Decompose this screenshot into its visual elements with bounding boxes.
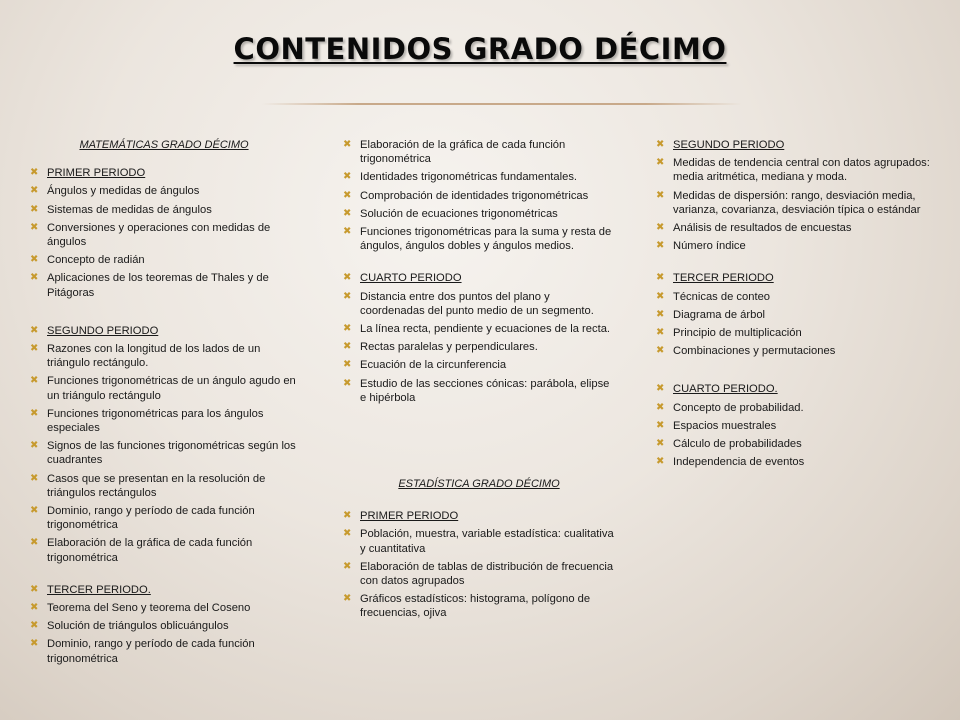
x-mark-icon: ✖ xyxy=(30,254,39,266)
period-heading: CUARTO PERIODO. xyxy=(673,383,778,396)
x-mark-icon: ✖ xyxy=(343,207,352,219)
list-item xyxy=(30,203,298,217)
list-item xyxy=(343,290,615,318)
list-item xyxy=(30,166,298,180)
item-text: La línea recta, pendiente y ecuaciones de la recta. xyxy=(360,323,611,336)
item-text: Identidades trigonométricas fundamentales. xyxy=(360,171,578,184)
x-mark-icon: ✖ xyxy=(30,472,39,484)
x-mark-icon: ✖ xyxy=(30,185,39,197)
x-mark-icon: ✖ xyxy=(30,440,39,452)
list-item xyxy=(343,592,615,620)
item-text: Principio de multiplicación xyxy=(673,327,802,340)
item-text: Aplicaciones de los teoremas de Thales y de Pitágoras xyxy=(47,272,269,299)
list-item xyxy=(343,509,615,523)
item-text: Combinaciones y permutaciones xyxy=(673,345,836,358)
item-text: Razones con la longitud de los lados de un triángulo rectángulo. xyxy=(47,343,261,370)
item-text: Independencia de eventos xyxy=(673,456,805,469)
list-item xyxy=(343,170,615,184)
x-mark-icon: ✖ xyxy=(30,537,39,549)
x-mark-icon: ✖ xyxy=(30,505,39,517)
x-mark-icon: ✖ xyxy=(656,189,665,201)
list-item xyxy=(656,401,934,415)
list-item xyxy=(343,560,615,588)
x-mark-icon: ✖ xyxy=(30,324,39,336)
list-item xyxy=(30,619,298,633)
item-text: Cálculo de probabilidades xyxy=(673,438,802,451)
x-mark-icon: ✖ xyxy=(343,171,352,183)
x-mark-icon: ✖ xyxy=(656,272,665,284)
list-item xyxy=(343,527,615,555)
list-item xyxy=(30,374,298,402)
item-text: Gráficos estadísticos: histograma, polígono de frecuencias, ojiva xyxy=(360,593,591,620)
list-item xyxy=(343,377,615,405)
item-text: Funciones trigonométricas de un ángulo agudo en un triángulo rectángulo xyxy=(47,375,296,402)
x-mark-icon: ✖ xyxy=(343,528,352,540)
item-text: Espacios muestrales xyxy=(673,419,777,432)
x-mark-icon: ✖ xyxy=(30,407,39,419)
x-mark-icon: ✖ xyxy=(656,419,665,431)
list-item xyxy=(656,382,934,396)
section-heading-matematicas: MATEMÁTICAS GRADO DÉCIMO xyxy=(79,139,249,151)
item-text: Análisis de resultados de encuestas xyxy=(673,222,852,235)
item-text: Rectas paralelas y perpendiculares. xyxy=(360,341,538,354)
item-text: Técnicas de conteo xyxy=(673,290,771,303)
item-text: Ángulos y medidas de ángulos xyxy=(47,185,200,198)
item-text: Ecuación de la circunferencia xyxy=(360,359,507,372)
period-heading: TERCER PERIODO. xyxy=(47,583,151,596)
item-text: Solución de triángulos oblicuángulos xyxy=(47,620,229,633)
item-text: Comprobación de identidades trigonométricas xyxy=(360,189,589,202)
list-item xyxy=(30,324,298,338)
list-item xyxy=(30,601,298,615)
x-mark-icon: ✖ xyxy=(656,139,665,150)
item-text: Concepto de radián xyxy=(47,254,145,267)
x-mark-icon: ✖ xyxy=(343,377,352,389)
x-mark-icon: ✖ xyxy=(30,620,39,632)
list-item xyxy=(30,407,298,435)
list-item xyxy=(656,437,934,451)
x-mark-icon: ✖ xyxy=(30,602,39,614)
x-mark-icon: ✖ xyxy=(343,341,352,353)
x-mark-icon: ✖ xyxy=(656,327,665,339)
list-item xyxy=(343,189,615,203)
x-mark-icon: ✖ xyxy=(30,343,39,355)
x-mark-icon: ✖ xyxy=(30,375,39,387)
item-text: Concepto de probabilidad. xyxy=(673,401,804,414)
x-mark-icon: ✖ xyxy=(343,189,352,201)
list-item xyxy=(30,253,298,267)
item-text: Elaboración de tablas de distribución de frecuencia con datos agrupados xyxy=(360,560,614,588)
x-mark-icon: ✖ xyxy=(343,560,352,572)
item-text: Conversiones y operaciones con medidas de ángulos xyxy=(47,221,271,249)
x-mark-icon: ✖ xyxy=(343,272,352,284)
item-text: Teorema del Seno y teorema del Coseno xyxy=(47,602,251,615)
x-mark-icon: ✖ xyxy=(343,226,352,238)
item-text: Funciones trigonométricas para los ángulos especiales xyxy=(47,407,264,435)
list-item xyxy=(656,271,934,285)
list-item xyxy=(656,344,934,358)
x-mark-icon: ✖ xyxy=(656,222,665,234)
period-heading: SEGUNDO PERIODO xyxy=(673,139,785,151)
x-mark-icon: ✖ xyxy=(656,308,665,320)
x-mark-icon: ✖ xyxy=(30,203,39,215)
item-text: Diagrama de árbol xyxy=(673,308,766,321)
list-item xyxy=(30,583,298,597)
list-item xyxy=(30,439,298,467)
item-text: Distancia entre dos puntos del plano y coordenadas del punto medio de un segmento. xyxy=(360,290,594,317)
x-mark-icon: ✖ xyxy=(656,383,665,395)
x-mark-icon: ✖ xyxy=(656,345,665,357)
item-text: Solución de ecuaciones trigonométricas xyxy=(360,207,558,220)
list-item xyxy=(30,536,298,564)
item-text: Funciones trigonométricas para la suma y resta de ángulos, ángulos dobles y ángulos medios. xyxy=(360,226,612,253)
x-mark-icon: ✖ xyxy=(656,438,665,450)
item-text: Población, muestra, variable estadística: cualitativa y cuantitativa xyxy=(360,528,614,555)
item-text: Número índice xyxy=(673,240,746,253)
x-mark-icon: ✖ xyxy=(343,593,352,605)
list-item xyxy=(656,239,934,253)
item-text: Signos de las funciones trigonométricas según los cuadrantes xyxy=(47,440,296,467)
list-item xyxy=(343,271,615,285)
period-heading: CUARTO PERIODO xyxy=(360,272,462,285)
list-item xyxy=(30,271,298,299)
divider xyxy=(262,103,742,105)
x-mark-icon: ✖ xyxy=(30,583,39,595)
period-heading: PRIMER PERIODO xyxy=(360,510,459,523)
x-mark-icon: ✖ xyxy=(30,272,39,284)
item-text: Dominio, rango y período de cada función trigonométrica xyxy=(47,638,255,665)
period-heading: TERCER PERIODO xyxy=(673,272,774,285)
list-item xyxy=(30,504,298,532)
list-item xyxy=(343,138,615,166)
list-item xyxy=(30,221,298,249)
list-item xyxy=(656,189,934,217)
column-estadistica xyxy=(656,138,934,473)
list-item xyxy=(343,207,615,221)
x-mark-icon: ✖ xyxy=(30,221,39,233)
list-item xyxy=(656,308,934,322)
x-mark-icon: ✖ xyxy=(656,240,665,252)
item-text: Estudio de las secciones cónicas: parábola, elipse e hipérbola xyxy=(360,377,610,404)
x-mark-icon: ✖ xyxy=(343,290,352,302)
item-text: Sistemas de medidas de ángulos xyxy=(47,203,212,216)
list-item xyxy=(343,322,615,336)
list-item xyxy=(656,455,934,469)
list-item xyxy=(343,358,615,372)
x-mark-icon: ✖ xyxy=(656,290,665,302)
x-mark-icon: ✖ xyxy=(343,359,352,371)
list-item xyxy=(30,184,298,198)
item-text: Medidas de dispersión: rango, desviación media, varianza, covarianza, desviación típica o estándar xyxy=(673,189,921,216)
list-item xyxy=(30,637,298,665)
list-item xyxy=(656,156,934,184)
period-heading: SEGUNDO PERIODO xyxy=(47,324,159,337)
x-mark-icon: ✖ xyxy=(343,139,352,150)
x-mark-icon: ✖ xyxy=(656,456,665,468)
page-title: CONTENIDOS GRADO DÉCIMO xyxy=(233,32,727,66)
x-mark-icon: ✖ xyxy=(656,401,665,413)
item-text: Elaboración de la gráfica de cada función trigonométrica xyxy=(360,139,566,166)
list-item xyxy=(343,225,615,253)
list-item xyxy=(656,326,934,340)
column-matematicas-2 xyxy=(343,138,615,625)
x-mark-icon: ✖ xyxy=(656,157,665,169)
list-item xyxy=(656,138,934,152)
x-mark-icon: ✖ xyxy=(343,510,352,522)
list-item xyxy=(343,340,615,354)
x-mark-icon: ✖ xyxy=(30,167,39,179)
section-heading-estadistica: ESTADÍSTICA GRADO DÉCIMO xyxy=(398,478,560,491)
period-heading: PRIMER PERIODO xyxy=(47,167,146,180)
column-matematicas-1 xyxy=(30,138,298,670)
list-item xyxy=(656,290,934,304)
item-text: Dominio, rango y período de cada función trigonométrica xyxy=(47,505,255,532)
x-mark-icon: ✖ xyxy=(343,323,352,335)
x-mark-icon: ✖ xyxy=(30,638,39,650)
list-item xyxy=(30,342,298,370)
list-item xyxy=(656,419,934,433)
list-item xyxy=(30,472,298,500)
item-text: Medidas de tendencia central con datos agrupados: media aritmética, mediana y moda. xyxy=(673,157,930,184)
item-text: Elaboración de la gráfica de cada función trigonométrica xyxy=(47,537,253,564)
list-item xyxy=(656,221,934,235)
item-text: Casos que se presentan en la resolución de triángulos rectángulos xyxy=(47,472,266,499)
